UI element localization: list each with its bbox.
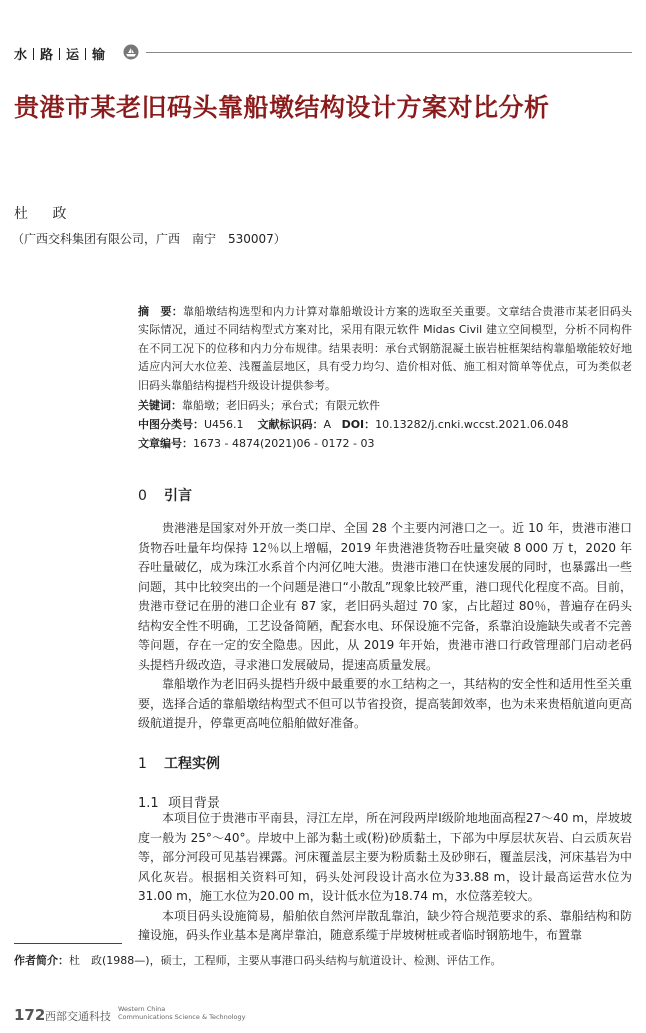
footnote-label: 作者简介： (14, 954, 69, 967)
footnote-rule (14, 943, 122, 944)
keywords-text: 靠船墩；老旧码头；承台式；有限元软件 (182, 399, 380, 412)
clc-label: 中图分类号： (138, 418, 204, 431)
section-char: 水 (14, 48, 28, 63)
article-title: 贵港市某老旧码头靠船墩结构设计方案对比分析 (14, 93, 550, 122)
doc-code-label: 文献标识码： (257, 418, 324, 431)
doi-label: DOI： (341, 418, 376, 431)
classification-line (138, 416, 568, 432)
article-number (138, 435, 374, 451)
heading-text: 项目背景 (168, 796, 221, 811)
author-bio-footnote (14, 952, 502, 968)
section-name (14, 44, 105, 63)
section-char: 路 (40, 48, 54, 63)
ship-logo-icon (123, 44, 139, 60)
page-number: 172 (14, 1006, 46, 1024)
abstract-label: 摘 要： (138, 305, 183, 318)
doi-value: 10.13282/j.cnki.wccst.2021.06.048 (375, 418, 569, 431)
journal-name-english (118, 1005, 246, 1021)
article-number-label: 文章编号： (138, 437, 193, 450)
paragraph: 贵港港是国家对外开放一类口岸、全国 28 个主要内河港口之一。近 10 年，贵港市港口货物吞吐量年均保持 12％以上增幅，2019 年贵港港货物吞吐量突破 8 000 万 t，2020 年吞吐量破亿，成为珠江水系首个内河亿吨大港。贵港市港口在快速发展的同时，也暴露出一些问题，其中比较突出的一个问题是港口“小散乱”现象比较严重，港口现代化程度不高。目前，贵港市登记在册的港口企业有 87 家，老旧码头超过 70 家，占比超过 80％，普遍存在码头结构安全性不明确，工艺设备简陋，配套水电、环保设施不完备，系靠泊设施缺失或者不完善等问题，存在一定的安全隐患。因此，从 2019 年开始，贵港市港口行政管理部门启动老码头提档升级改造，寻求港口发展破局，提速高质量发展。 (138, 521, 632, 672)
heading-engineering-example (138, 753, 220, 773)
journal-en-line: Western China (118, 1005, 166, 1013)
header-rule (146, 52, 632, 53)
heading-introduction (138, 485, 192, 505)
author-affiliation: （广西交科集团有限公司，广西 南宁 530007） (12, 232, 286, 246)
clc-value: U456.1 (204, 418, 244, 431)
keywords-label: 关键词： (138, 399, 182, 412)
paragraph: 本项目位于贵港市平南县，浔江左岸，所在河段两岸Ⅰ级阶地地面高程27～40 m，岸坡坡度一般为 25°～40°。岸坡中上部为黏土或(粉)砂质黏土，下部为中厚层状灰岩、白云质灰岩等，部分河段可见基岩裸露。河床覆盖层主要为粉质黏土及砂卵石，覆盖层浅，河床基岩为中风化灰岩。根据相关资料可知，码头处河段设计高水位为33.88 m，设计最高运营水位为31.00 m，施工水位为20.00 m，设计低水位为18.74 m，水位落差较大。 (138, 811, 632, 903)
section-char: 运 (66, 48, 80, 63)
abstract (138, 303, 632, 395)
intro-body (138, 519, 632, 734)
journal-name: 西部交通科技 (45, 1010, 111, 1023)
paragraph: 靠船墩作为老旧码头提档升级中最重要的水工结构之一，其结构的安全性和适用性至关重要，选择合适的靠船墩结构型式不但可以节省投资，提高装卸效率，也为未来贵梧航道向更高级航道提升，停靠更高吨位船舶做好准备。 (138, 677, 632, 730)
section-header (14, 42, 632, 66)
paragraph: 本项目码头设施简易，船舶依自然河岸散乱靠泊，缺少符合规范要求的系、靠船结构和防撞设施，码头作业基本是离岸靠泊，随意系缆于岸坡树桩或者临时钢筋地牛，布置靠 (138, 908, 632, 942)
heading-number: 1 (138, 756, 147, 772)
footnote-text: 杜 政(1988—)，硕士，工程师，主要从事港口码头结构与航道设计、检测、评估工作。 (69, 954, 502, 967)
abstract-text: 靠船墩结构选型和内力计算对靠船墩设计方案的选取至关重要。文章结合贵港市某老旧码头实际情况，通过不同结构型式方案对比，采用有限元软件 Midas Civil 建立空间模型，分析不同构件在不同工况下的位移和内力分布规律。结果表明：承台式钢筋混凝土嵌岩桩框架结构靠船墩能较好地适应内河大水位差、浅覆盖层地区，具有受力均匀、造价相对低、施工相对简单等优点，可为类似老旧码头靠船结构提档升级设计提供参考。 (138, 305, 633, 392)
heading-number: 0 (138, 488, 147, 504)
heading-number: 1.1 (138, 796, 159, 811)
author-name: 杜 政 (14, 206, 77, 222)
section-char: 输 (92, 48, 106, 63)
journal-en-line: Communications Science & Technology (118, 1013, 246, 1021)
article-number-value: 1673 - 4874(2021)06 - 0172 - 03 (193, 437, 375, 450)
background-body (138, 809, 632, 946)
heading-text: 引言 (164, 488, 192, 504)
heading-text: 工程实例 (164, 756, 220, 772)
doc-code-value: A (323, 418, 332, 431)
keywords (138, 397, 380, 413)
